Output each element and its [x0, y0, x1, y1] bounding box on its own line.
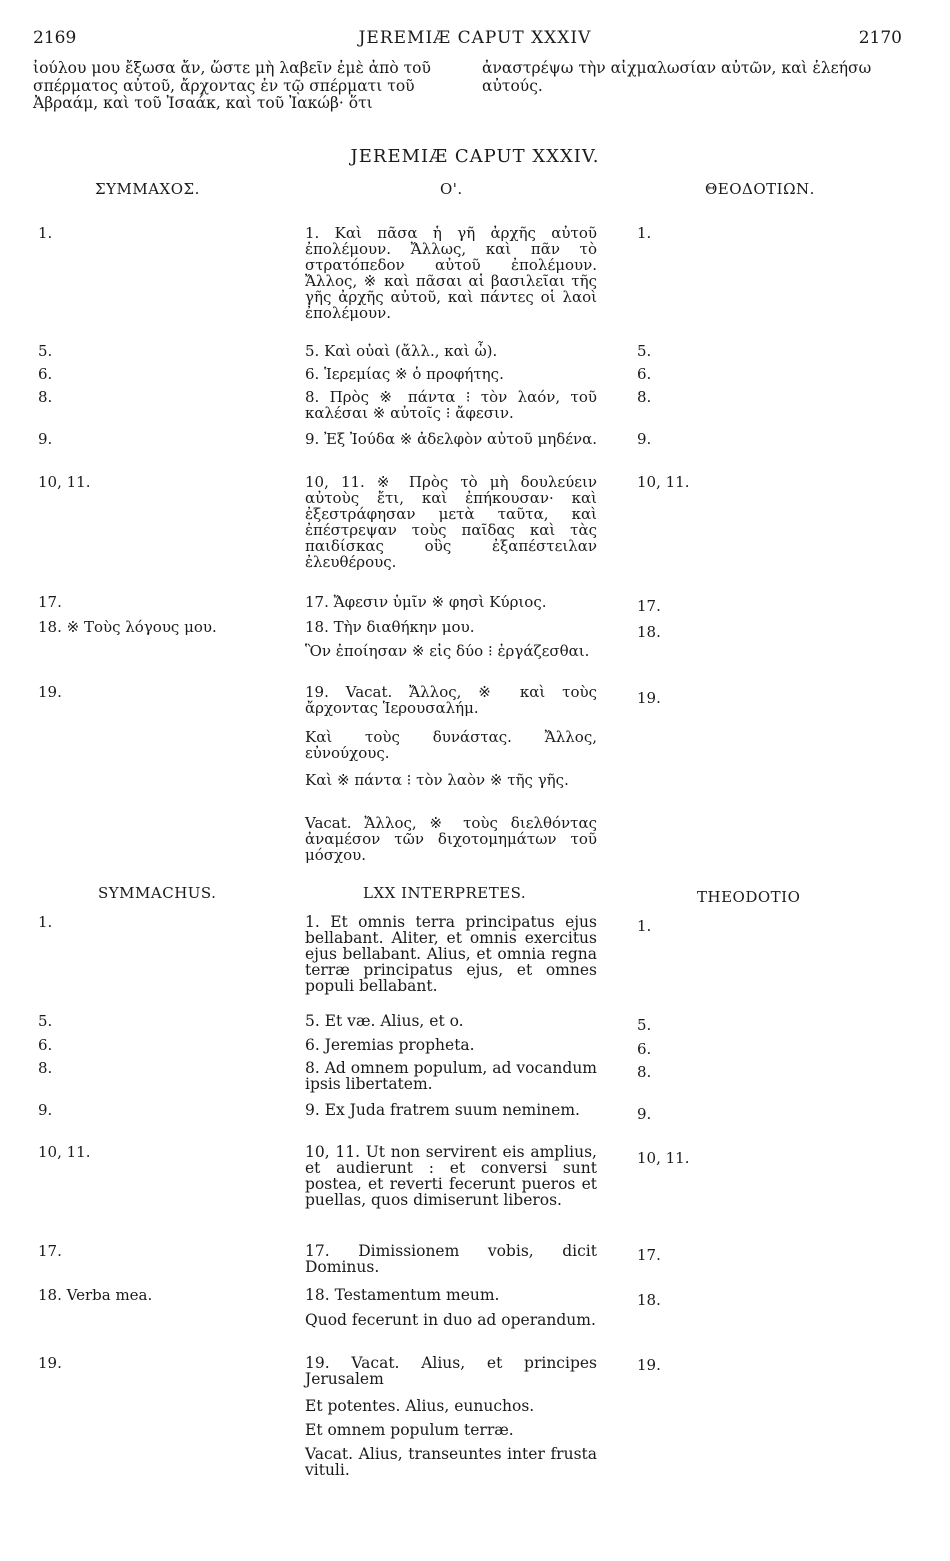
greek-theo-num: 19. — [637, 689, 661, 707]
greek-lxx-text: 18. Τὴν διαθήκην μου. — [305, 618, 475, 636]
latin-sym-num: 9. — [38, 1101, 53, 1119]
greek-sym-num: 5. — [38, 342, 53, 360]
greek-lxx-text: 6. Ἱερεμίας ※ ὁ προφήτης. — [305, 365, 504, 383]
greek-sym-text: 18. ※ Τοὺς λόγους μου. — [38, 618, 217, 636]
latin-theo-num: 6. — [637, 1040, 652, 1058]
latin-lxx-text: Et potentes. Alius, eunuchos. — [305, 1397, 535, 1415]
running-title: JEREMIÆ CAPUT XXXIV — [358, 28, 592, 48]
greek-theo-num: 17. — [637, 597, 661, 615]
latin-header-lxx: LXX INTERPRETES. — [363, 884, 527, 902]
latin-sym-num: 1. — [38, 913, 53, 931]
latin-lxx-text: Et omnem populum terræ. — [305, 1421, 514, 1439]
latin-sym-num: 10, 11. — [38, 1143, 91, 1161]
latin-theo-num: 17. — [637, 1246, 661, 1264]
greek-lxx-text: Vacat. Ἄλλος, ※ τοὺς διελθόντας ἀναμέσον τῶν διχοτομημάτων τοῦ μόσχου. — [305, 814, 597, 864]
running-header — [0, 28, 950, 52]
greek-sym-num: 8. — [38, 388, 53, 406]
latin-header-theodotio: THEODOTIO — [697, 888, 801, 906]
greek-theo-num: 1. — [637, 224, 652, 242]
chapter-title: JEREMIÆ CAPUT XXXIV. — [350, 146, 600, 167]
latin-lxx-text: 17. Dimissionem vobis, dicit Dominus. — [305, 1242, 597, 1276]
greek-lxx-text: 1. Καὶ πᾶσα ἡ γῆ ἀρχῆς αὐτοῦ ἐπολέμουν. Ἄλλως, καὶ πᾶν τὸ στρατόπεδον αὐτοῦ ἐπολέμουν. Ἄλλος, ※ καὶ πᾶσαι αἱ βασιλεῖαι τῆς γῆς ἀρχῆς αὐτοῦ, καὶ πάντες οἱ λαοὶ ἐπολέμουν. — [305, 224, 597, 322]
greek-sym-num: 6. — [38, 365, 53, 383]
greek-lxx-text: 5. Καὶ οὐαὶ (ἄλλ., καὶ ὦ). — [305, 342, 498, 360]
greek-theo-num: 18. — [637, 623, 661, 641]
latin-sym-text: 18. Verba mea. — [38, 1286, 153, 1304]
latin-theo-num: 5. — [637, 1016, 652, 1034]
greek-lxx-text: 17. Ἄφεσιν ὑμῖν ※ φησὶ Κύριος. — [305, 593, 547, 611]
greek-sym-num: 9. — [38, 430, 53, 448]
latin-lxx-text: 9. Ex Juda fratrem suum neminem. — [305, 1101, 580, 1119]
greek-sym-num: 1. — [38, 224, 53, 242]
latin-sym-num: 17. — [38, 1242, 62, 1260]
intro-text-right: ἀναστρέψω τὴν αἰχμαλωσίαν αὐτῶν, καὶ ἐλεήσω αὐτούς. — [482, 59, 872, 95]
greek-lxx-text: 9. Ἐξ Ἰούδα ※ ἀδελφὸν αὐτοῦ μηδένα. — [305, 430, 598, 448]
latin-lxx-text: Quod fecerunt in duo ad operandum. — [305, 1311, 596, 1329]
greek-sym-num: 19. — [38, 683, 62, 701]
latin-sym-num: 5. — [38, 1012, 53, 1030]
greek-theo-num: 9. — [637, 430, 652, 448]
latin-theo-num: 8. — [637, 1063, 652, 1081]
latin-lxx-text: 19. Vacat. Alius, et principes Jerusalem — [305, 1354, 597, 1388]
greek-sym-num: 10, 11. — [38, 473, 91, 491]
greek-theo-num: 8. — [637, 388, 652, 406]
latin-sym-num: 8. — [38, 1059, 53, 1077]
greek-lxx-text: Καὶ ※ πάντα ⁝ τὸν λαὸν ※ τῆς γῆς. — [305, 771, 569, 789]
greek-lxx-text: 19. Vacat. Ἄλλος, ※ καὶ τοὺς ἄρχοντας Ἱερουσαλήμ. — [305, 683, 597, 717]
latin-theo-num: 19. — [637, 1356, 661, 1374]
latin-lxx-text: 1. Et omnis terra principatus ejus bellabant. Aliter, et omnis exercitus ejus bellabant. Alius, et omnia regna terræ principatus ejus, et omnes populi bellabant. — [305, 913, 597, 995]
latin-theo-num: 18. — [637, 1291, 661, 1309]
greek-lxx-text: 10, 11. ※ Πρὸς τὸ μὴ δουλεύειν αὐτοὺς ἔτι, καὶ ἐπήκουσαν· καὶ ἐξεστράφησαν μετὰ ταῦτα, καὶ ἐπέστρεψαν τοὺς παῖδας καὶ τὰς παιδίσκας οὓς ἐξαπέστειλαν ἐλευθέρους. — [305, 473, 597, 571]
page-number-right: 2170 — [858, 28, 902, 48]
latin-lxx-text: 8. Ad omnem populum, ad vocandum ipsis libertatem. — [305, 1059, 597, 1093]
greek-header-symmachus: ΣΥΜΜΑΧΟΣ. — [95, 180, 200, 198]
greek-theo-num: 5. — [637, 342, 652, 360]
latin-lxx-text: Vacat. Alius, transeuntes inter frusta vituli. — [305, 1445, 597, 1479]
greek-lxx-text: Ὃν ἐποίησαν ※ εἰς δύο ⁝ ἐργάζεσθαι. — [305, 642, 590, 660]
latin-theo-num: 9. — [637, 1105, 652, 1123]
greek-lxx-text: 8. Πρὸς ※ πάντα ⁝ τὸν λαόν, τοῦ καλέσαι ※ αὐτοῖς ⁝ ἄφεσιν. — [305, 388, 597, 422]
greek-lxx-text: Καὶ τοὺς δυνάστας. Ἄλλος, εὐνούχους. — [305, 728, 597, 762]
intro-text-left: ἰούλου μου ἔξωσα ἄν, ὥστε μὴ λαβεῖν ἐμὲ ἀπὸ τοῦ σπέρματος αὐτοῦ, ἄρχοντας ἐν τῷ σπέρματι τοῦ Ἀβραάμ, καὶ τοῦ Ἰσαάκ, καὶ τοῦ Ἰακώβ· ὅτι — [33, 59, 431, 112]
latin-theo-num: 1. — [637, 917, 652, 935]
latin-lxx-text: 5. Et væ. Alius, et o. — [305, 1012, 464, 1030]
latin-lxx-text: 18. Testamentum meum. — [305, 1286, 500, 1304]
latin-sym-num: 19. — [38, 1354, 62, 1372]
greek-header-lxx: Ο'. — [440, 180, 463, 198]
greek-header-theodotion: ΘΕΟΔΟΤΙΩΝ. — [705, 180, 815, 198]
greek-theo-num: 6. — [637, 365, 652, 383]
latin-theo-num: 10, 11. — [637, 1149, 690, 1167]
latin-lxx-text: 6. Jeremias propheta. — [305, 1036, 475, 1054]
greek-sym-num: 17. — [38, 593, 62, 611]
latin-header-symmachus: SYMMACHUS. — [98, 884, 217, 902]
latin-sym-num: 6. — [38, 1036, 53, 1054]
page-number-left: 2169 — [33, 28, 77, 48]
greek-theo-num: 10, 11. — [637, 473, 690, 491]
latin-lxx-text: 10, 11. Ut non servirent eis amplius, et audierunt : et conversi sunt postea, et reverti fecerunt pueros et puellas, quos dimiserunt liberos. — [305, 1143, 597, 1209]
